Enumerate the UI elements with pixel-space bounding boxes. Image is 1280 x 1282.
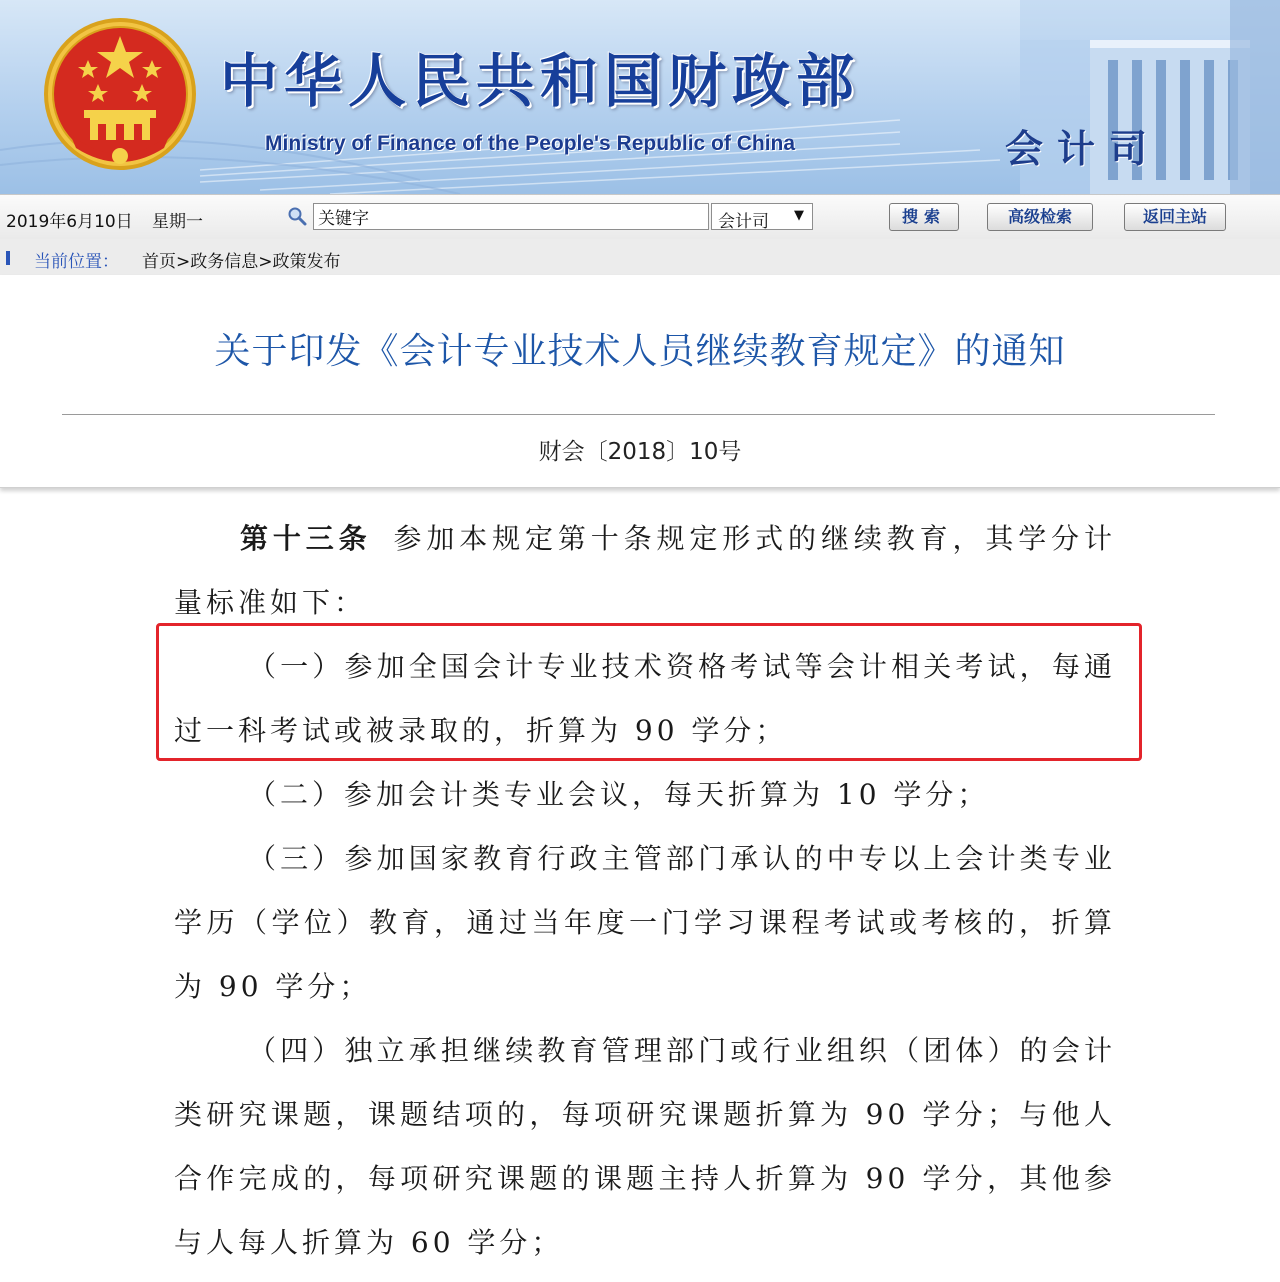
- breadcrumb-marker-icon: [6, 251, 10, 265]
- article-line: 量标准如下：: [174, 586, 367, 619]
- title-divider: [62, 414, 1215, 415]
- chevron-down-icon: ▼: [794, 208, 804, 223]
- current-weekday: 星期一: [152, 212, 203, 232]
- site-banner: [0, 0, 1280, 194]
- breadcrumb: [0, 239, 1280, 275]
- document-header: [0, 275, 1280, 488]
- article-line: 类研究课题，课题结项的，每项研究课题折算为 90 学分；与他人: [174, 1098, 1116, 1131]
- search-scope-value: 会计司: [718, 212, 769, 232]
- article-line: （二）参加会计类专业会议，每天折算为 10 学分；: [248, 778, 990, 811]
- article-line: （四）独立承担继续教育管理部门或行业组织（团体）的会计: [248, 1034, 1116, 1067]
- article-heading: 第十三条: [240, 522, 372, 555]
- article-line: 第十三条 参加本规定第十条规定形式的继续教育，其学分计: [240, 522, 1116, 555]
- search-scope-select[interactable]: [711, 203, 813, 230]
- article-line: 合作完成的，每项研究课题的课题主持人折算为 90 学分，其他参: [174, 1162, 1116, 1195]
- breadcrumb-label: 当前位置：: [34, 252, 119, 272]
- document-title: 关于印发《会计专业技术人员继续教育规定》的通知: [214, 331, 1066, 372]
- article-line: 过一科考试或被录取的，折算为 90 学分；: [174, 714, 788, 747]
- site-title-english: Ministry of Finance of the People's Republic of China: [265, 132, 796, 155]
- article-line: （三）参加国家教育行政主管部门承认的中专以上会计类专业: [248, 842, 1116, 875]
- department-name: 会计司: [1005, 126, 1162, 171]
- highlight-box: [156, 623, 1142, 761]
- article-line: 为 90 学分；: [174, 970, 372, 1003]
- national-emblem-icon: [40, 14, 200, 174]
- breadcrumb-path[interactable]: 首页>政务信息>政策发布: [142, 252, 341, 272]
- toolbar: [0, 194, 1280, 240]
- search-button[interactable]: 搜索: [889, 203, 959, 231]
- article-line: 学历（学位）教育，通过当年度一门学习课程考试或考核的，折算: [174, 906, 1116, 939]
- return-home-button[interactable]: 返回主站: [1124, 203, 1226, 231]
- article-line: （一）参加全国会计专业技术资格考试等会计相关考试，每通: [248, 650, 1116, 683]
- document-number: 财会〔2018〕10号: [538, 439, 742, 465]
- search-icon: [287, 206, 307, 226]
- site-title: 中华人民共和国财政部: [220, 47, 861, 115]
- current-date: 2019年6月10日: [6, 212, 133, 232]
- search-input[interactable]: [313, 203, 709, 230]
- article-line: 与人每人折算为 60 学分；: [174, 1226, 564, 1259]
- advanced-search-button[interactable]: 高级检索: [987, 203, 1093, 231]
